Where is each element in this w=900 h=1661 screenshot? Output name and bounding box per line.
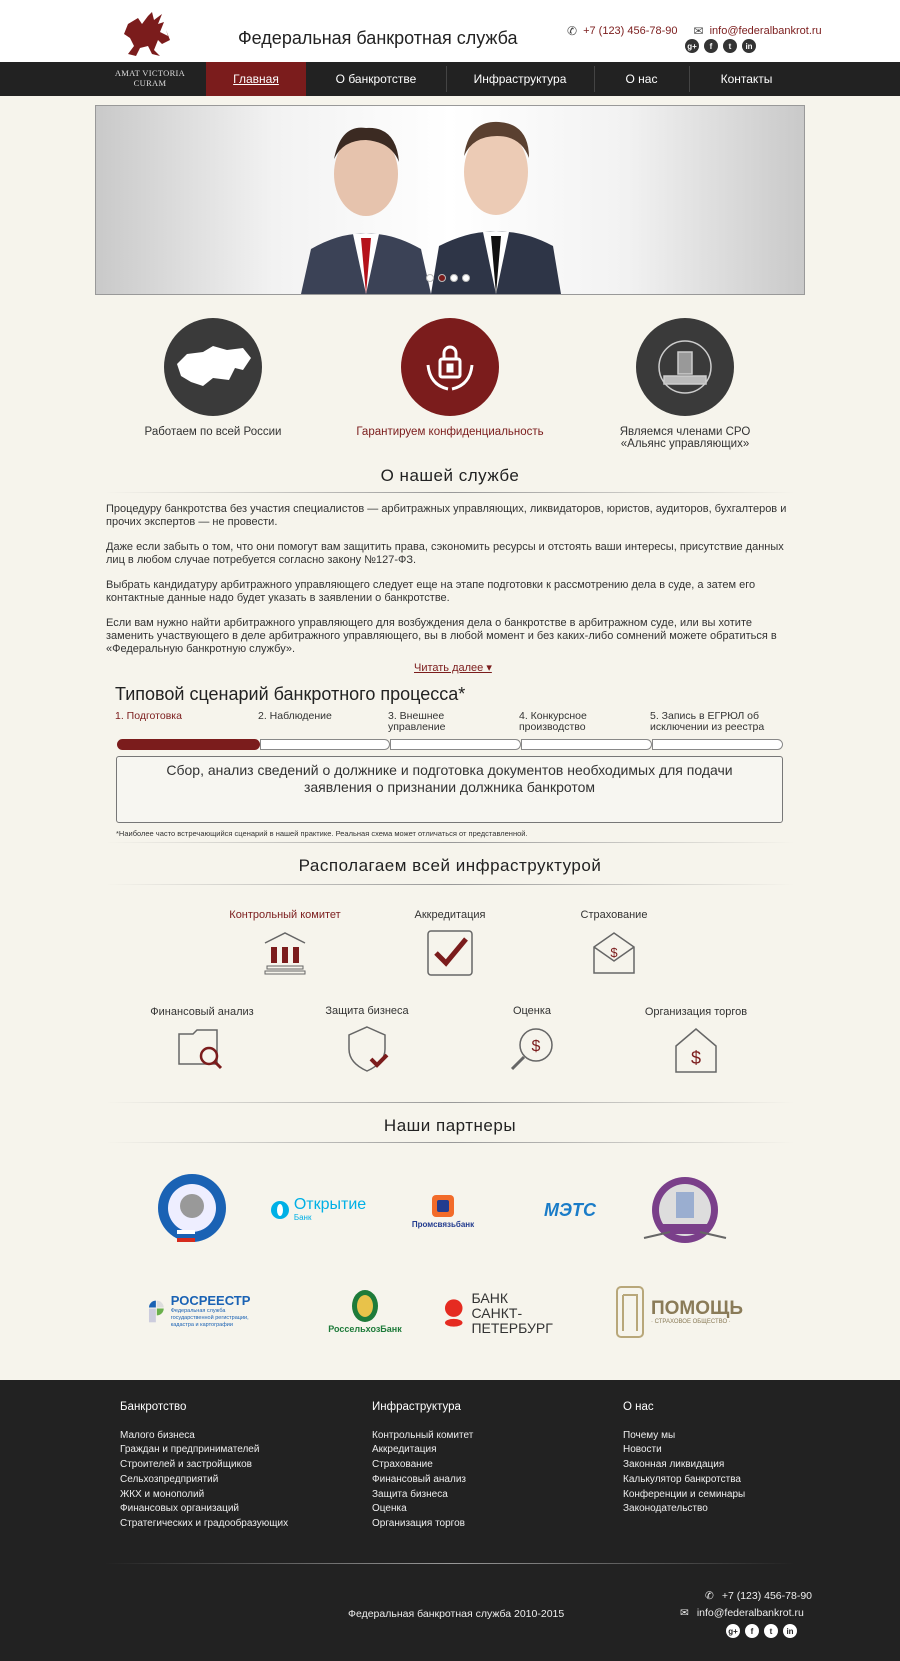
process-bar-3[interactable] bbox=[390, 739, 521, 750]
facebook-icon[interactable]: f bbox=[745, 1624, 759, 1638]
shield-check-icon bbox=[343, 1025, 391, 1073]
partner-promsvyazbank[interactable]: Промсвязьбанк bbox=[408, 1192, 478, 1232]
mail-icon: ✉ bbox=[680, 1607, 689, 1619]
footer-link[interactable]: Организация торгов bbox=[372, 1517, 465, 1529]
footer-link[interactable]: ЖКХ и монополий bbox=[120, 1488, 205, 1500]
header bbox=[0, 0, 900, 62]
svg-text:$: $ bbox=[531, 1038, 541, 1055]
infra-financial-analysis[interactable]: Финансовый анализ bbox=[127, 1006, 277, 1072]
footer-divider bbox=[105, 1563, 795, 1564]
hero-person-left bbox=[301, 114, 431, 294]
process-step-2[interactable]: 2. Наблюдение bbox=[258, 710, 332, 722]
partners-title: Наши партнеры bbox=[383, 1116, 517, 1135]
footer-link[interactable]: Финансовых организаций bbox=[120, 1503, 240, 1515]
google-plus-icon[interactable]: g+ bbox=[685, 39, 699, 53]
footer-link[interactable]: Малого бизнеса bbox=[120, 1429, 195, 1441]
infrastructure-title: Располагаем всей инфраструктурой bbox=[298, 856, 602, 875]
envelope-dollar-icon bbox=[591, 929, 637, 977]
pomosch-emblem-icon bbox=[615, 1285, 645, 1339]
feature-russia: Работаем по всей России bbox=[113, 318, 313, 438]
header-phone[interactable]: +7 (123) 456-78-90 bbox=[583, 25, 678, 37]
footer-link[interactable]: Калькулятор банкротства bbox=[623, 1473, 741, 1485]
about-paragraph-1: Процедуру банкротства без участия специалистов — арбитражных управляющих, ликвидаторов, юристов, аудиторов, бухгалтеров и прочих экспертов — не провести. bbox=[106, 503, 787, 528]
footer-link[interactable]: Почему мы bbox=[623, 1429, 676, 1441]
process-step-3[interactable]: 3. Внешнее управление bbox=[388, 710, 446, 733]
alliance-emblem-icon bbox=[640, 1174, 730, 1250]
main-nav bbox=[0, 62, 900, 96]
nav-item-contacts[interactable]: Контакты bbox=[720, 72, 773, 86]
process-bar-4[interactable] bbox=[521, 739, 652, 750]
slider-dot-active[interactable] bbox=[438, 274, 446, 282]
footer-link[interactable]: Законная ликвидация bbox=[623, 1459, 725, 1471]
partner-pomosch[interactable]: ПОМОЩЬ · СТРАХОВОЕ ОБЩЕСТВО · bbox=[614, 1284, 744, 1340]
footer-link[interactable]: Стратегических и градообразующих bbox=[120, 1517, 289, 1529]
rshb-logo-icon bbox=[350, 1288, 380, 1324]
infra-control-committee[interactable]: Контрольный комитет bbox=[210, 909, 360, 975]
footer-link[interactable]: Контрольный комитет bbox=[372, 1429, 474, 1441]
partner-rosselkhozbank[interactable]: РоссельхозБанк bbox=[320, 1284, 410, 1338]
process-bar-1[interactable] bbox=[117, 739, 260, 750]
slider-dot[interactable] bbox=[450, 274, 458, 282]
footer-link[interactable]: Граждан и предпринимателей bbox=[120, 1444, 260, 1456]
process-bar-5[interactable] bbox=[652, 739, 783, 750]
header-contacts bbox=[567, 24, 822, 38]
house-dollar-icon bbox=[673, 1026, 719, 1074]
partner-rosreestr[interactable]: РОСРЕЕСТР Федеральная служба государственной регистрации, кадастра и картографии bbox=[148, 1287, 268, 1335]
alliance-seal-icon bbox=[636, 318, 734, 416]
griffin-logo-icon[interactable] bbox=[118, 10, 174, 60]
process-description: Сбор, анализ сведений о должнике и подготовка документов необходимых для подачи заявления о признании должника банкротом bbox=[116, 756, 783, 823]
footer-link[interactable]: Страхование bbox=[372, 1459, 433, 1471]
svg-text:$: $ bbox=[610, 945, 618, 960]
facebook-icon[interactable]: f bbox=[704, 39, 718, 53]
nav-item-about-us[interactable]: О нас bbox=[625, 72, 658, 86]
infra-auction-organization[interactable]: Организация торгов $ bbox=[621, 1006, 771, 1074]
russia-globe-icon bbox=[164, 318, 262, 416]
about-paragraph-2: Даже если забыть о том, что они помогут вам защитить права, сэкономить ресурсы и отстоять ваши интересы, присутствие данных лиц в любом случае потребуется согласно закону №127-ФЗ. bbox=[106, 541, 784, 566]
footer-link[interactable]: Аккредитация bbox=[372, 1444, 437, 1456]
footer-link[interactable]: Строителей и застройщиков bbox=[120, 1459, 252, 1471]
rosreestr-logo-icon bbox=[148, 1288, 165, 1334]
footer-link[interactable]: Конференции и семинары bbox=[623, 1488, 746, 1500]
infra-accreditation[interactable]: Аккредитация bbox=[375, 909, 525, 977]
infra-insurance[interactable]: Страхование $ bbox=[539, 909, 689, 977]
feature-confidentiality: Гарантируем конфиденциальность bbox=[350, 318, 550, 438]
process-step-5[interactable]: 5. Запись в ЕГРЮЛ об исключении из реестра bbox=[650, 710, 765, 733]
fns-emblem-icon bbox=[155, 1172, 229, 1248]
psb-logo-icon bbox=[432, 1195, 454, 1217]
partner-otkritie[interactable]: Открытие Банк bbox=[266, 1196, 370, 1224]
process-title: Типовой сценарий банкротного процесса* bbox=[115, 684, 466, 704]
infra-business-protection[interactable]: Защита бизнеса bbox=[292, 1005, 442, 1073]
nav-item-about-bankruptcy[interactable]: О банкротстве bbox=[335, 72, 417, 86]
slider-dots bbox=[426, 274, 470, 282]
about-title: О нашей службе bbox=[380, 466, 520, 485]
lock-hands-icon bbox=[401, 318, 499, 416]
footer-link[interactable]: Оценка bbox=[372, 1503, 407, 1515]
footer-link[interactable]: Сельхозпредприятий bbox=[120, 1473, 219, 1485]
footer-link[interactable]: Финансовый анализ bbox=[372, 1473, 466, 1485]
nav-item-infrastructure[interactable]: Инфраструктура bbox=[473, 72, 567, 86]
linkedin-icon[interactable]: in bbox=[783, 1624, 797, 1638]
about-paragraph-4: Если вам нужно найти арбитражного управляющего для возбуждения дела о банкротстве в арбитражном суде, или вы хотите заменить участвующего в деле арбитражного управляющего, вы в любой момент и без каких-либо сомнений можете обратиться в «Федеральную банкротную службу». bbox=[106, 617, 777, 655]
process-step-4[interactable]: 4. Конкурсное производство bbox=[519, 710, 587, 733]
divider bbox=[105, 492, 795, 493]
divider bbox=[105, 1142, 795, 1143]
infra-valuation[interactable]: Оценка $ bbox=[457, 1005, 607, 1073]
process-bar-2[interactable] bbox=[260, 739, 390, 750]
twitter-icon[interactable]: t bbox=[723, 39, 737, 53]
footer-column-bankruptcy: Банкротство Малого бизнеса Граждан и предпринимателей Строителей и застройщиков Сельхозпредприятий ЖКХ и монополий Финансовых организаций Стратегических и градообразующих bbox=[120, 1400, 288, 1532]
motto: AMAT VICTORIA CURAM bbox=[114, 68, 186, 88]
read-more-link[interactable]: Читать далее ▾ bbox=[414, 662, 492, 674]
twitter-icon[interactable]: t bbox=[764, 1624, 778, 1638]
footer-email: ✉ info@federalbankrot.ru bbox=[680, 1607, 804, 1619]
checkbox-check-icon bbox=[426, 929, 474, 977]
site-title: Федеральная банкротная служба bbox=[238, 28, 518, 48]
footer-phone: ✆ +7 (123) 456-78-90 bbox=[705, 1590, 813, 1602]
process-step-1[interactable]: 1. Подготовка bbox=[115, 710, 182, 722]
phone-icon: ✆ bbox=[567, 24, 578, 38]
partner-alliance[interactable] bbox=[640, 1174, 730, 1250]
nav-item-home[interactable]: Главная bbox=[206, 62, 306, 96]
magnifier-dollar-icon bbox=[508, 1025, 556, 1073]
feature-sro-member: Являемся членами СРО «Альянс управляющих» bbox=[585, 318, 785, 450]
footer-column-infrastructure: Инфраструктура Контрольный комитет Аккредитация Страхование Финансовый анализ Защита бизнеса Оценка Организация торгов bbox=[372, 1400, 473, 1532]
partner-fns[interactable] bbox=[155, 1172, 229, 1248]
header-email[interactable]: info@federalbankrot.ru bbox=[709, 25, 822, 37]
phone-icon: ✆ bbox=[705, 1590, 714, 1602]
slider-dot[interactable] bbox=[462, 274, 470, 282]
bank-spb-logo-icon bbox=[444, 1298, 463, 1328]
hero-slider[interactable] bbox=[95, 105, 805, 295]
partner-mets[interactable]: МЭТС bbox=[544, 1199, 596, 1220]
copyright: Федеральная банкротная служба 2010-2015 bbox=[348, 1608, 565, 1620]
divider bbox=[105, 884, 795, 885]
mail-icon: ✉ bbox=[693, 24, 704, 38]
bank-building-icon bbox=[261, 929, 309, 975]
slider-dot[interactable] bbox=[426, 274, 434, 282]
footer-socials bbox=[726, 1624, 797, 1638]
linkedin-icon[interactable]: in bbox=[742, 39, 756, 53]
footer-link[interactable]: Защита бизнеса bbox=[372, 1488, 448, 1500]
header-socials bbox=[685, 39, 756, 53]
otkritie-logo-icon bbox=[270, 1200, 290, 1220]
footer-column-about: О нас Почему мы Новости Законная ликвидация Калькулятор банкротства Конференции и семинары Законодательство bbox=[623, 1400, 745, 1517]
about-paragraph-3: Выбрать кандидатуру арбитражного управляющего следует еще на этапе подготовки к рассмотрению дела в суде, а затем его контактные данные надо будет указать в заявлении о банкротстве. bbox=[106, 579, 756, 604]
svg-text:$: $ bbox=[690, 1048, 702, 1068]
footer-link[interactable]: Законодательство bbox=[623, 1503, 708, 1515]
google-plus-icon[interactable]: g+ bbox=[726, 1624, 740, 1638]
footer bbox=[0, 1380, 900, 1661]
footer-link[interactable]: Новости bbox=[623, 1444, 662, 1456]
divider bbox=[105, 1102, 795, 1103]
divider bbox=[105, 842, 795, 843]
folder-search-icon bbox=[177, 1026, 227, 1072]
hero-person-right bbox=[431, 114, 561, 294]
partner-bank-spb[interactable]: БАНК САНКТ-ПЕТЕРБУРГ bbox=[444, 1296, 600, 1330]
process-footnote: *Наиболее часто встречающийся сценарий в нашей практике. Реальная схема может отличаться от представленной. bbox=[116, 829, 528, 838]
